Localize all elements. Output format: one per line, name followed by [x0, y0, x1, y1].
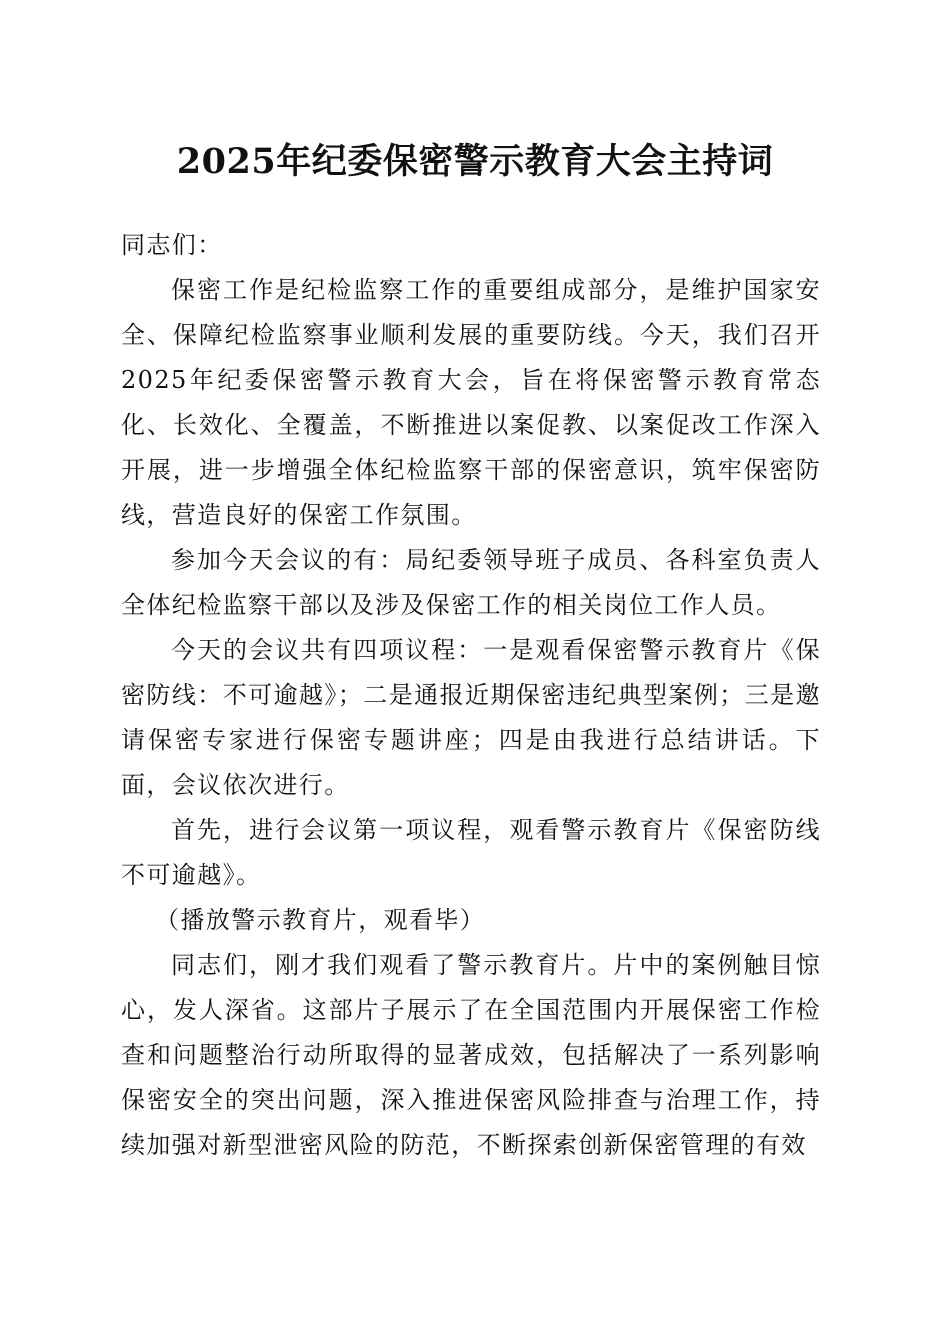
- document-body: [121, 223, 821, 1168]
- paragraph-film-review: 同志们，刚才我们观看了警示教育片。片中的案例触目惊心，发人深省。这部片子展示了在全国范围内开展保密工作检查和问题整治行动所取得的显著成效，包括解决了一系列影响保密安全的突出问题，深入推进保密风险排查与治理工作，持续加强对新型泄密风险的防范，不断探索创新保密管理的有效: [121, 951, 821, 1159]
- document-title: 2025年纪委保密警示教育大会主持词: [176, 141, 774, 182]
- paragraph-first-item: 首先，进行会议第一项议程，观看警示教育片《保密防线不可逾越》。: [121, 816, 821, 889]
- paragraph-intro: 保密工作是纪检监察工作的重要组成部分，是维护国家安全、保障纪检监察事业顺利发展的重要防线。今天，我们召开2025年纪委保密警示教育大会，旨在将保密警示教育常态化、长效化、全覆盖，不断推进以案促教、以案促改工作深入开展，进一步增强全体纪检监察干部的保密意识，筑牢保密防线，营造良好的保密工作氛围。: [121, 276, 821, 529]
- salutation: 同志们：: [121, 231, 223, 259]
- paragraph-agenda: 今天的会议共有四项议程：一是观看保密警示教育片《保密防线：不可逾越》；二是通报近期保密违纪典型案例；三是邀请保密专家进行保密专题讲座；四是由我进行总结讲话。下面，会议依次进行。: [121, 636, 821, 799]
- paragraph-attendees: 参加今天会议的有：局纪委领导班子成员、各科室负责人全体纪检监察干部以及涉及保密工作的相关岗位工作人员。: [121, 546, 821, 619]
- paragraph-stage-direction: （播放警示教育片，观看毕）: [155, 906, 486, 934]
